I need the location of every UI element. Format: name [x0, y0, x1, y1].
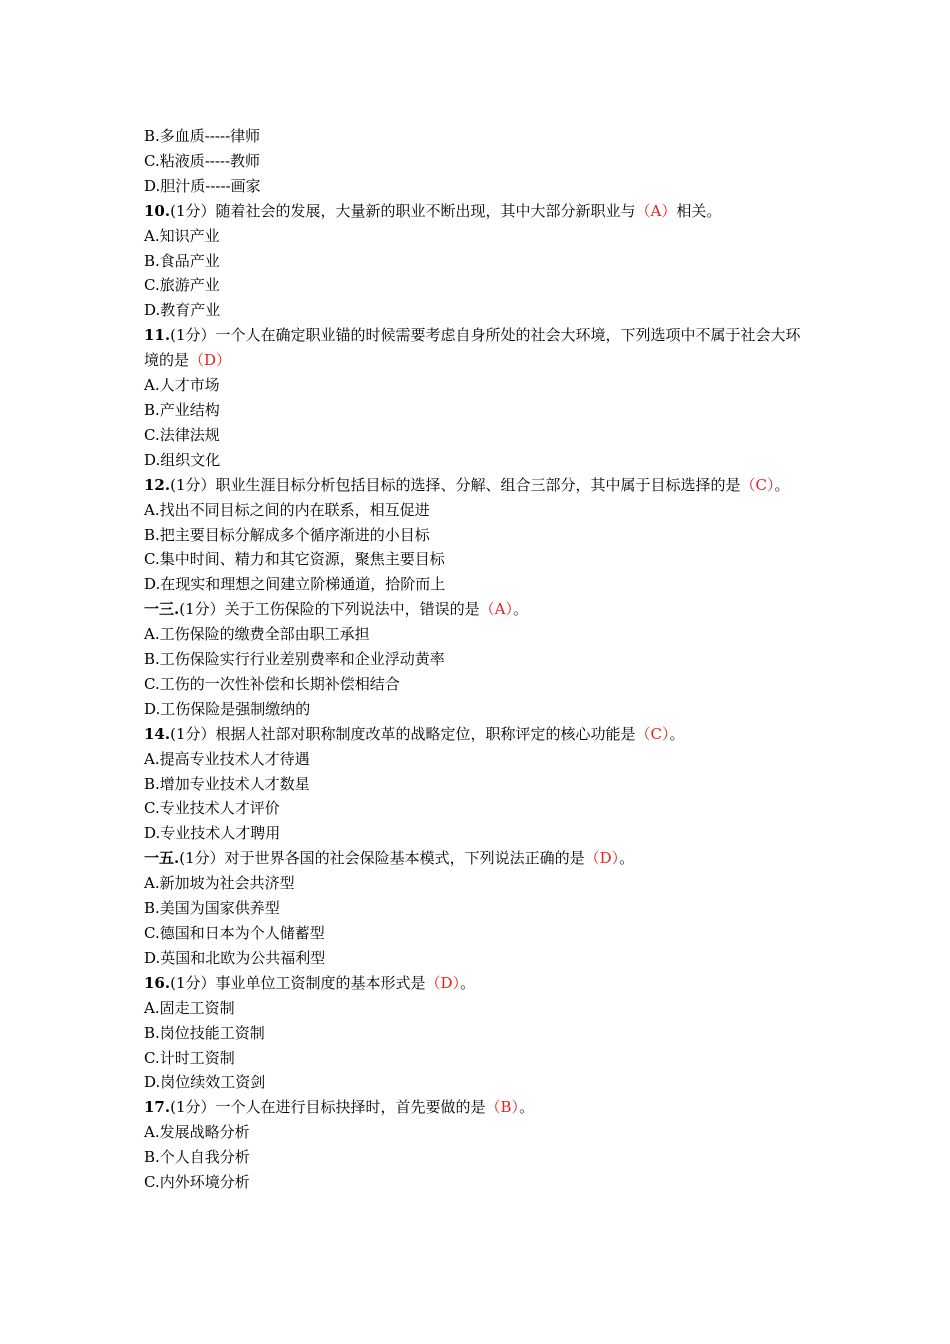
option-line: A.找出不同目标之间的内在联系，相互促进 — [144, 500, 430, 519]
option-line: D.在现实和理想之间建立阶梯通道，拾阶而上 — [144, 575, 446, 594]
answer-key: （B） — [485, 1098, 520, 1117]
question-score: (1分） — [170, 1098, 216, 1117]
question-score: (1分） — [170, 973, 216, 992]
option-line: B.美国为国家供养型 — [144, 899, 280, 918]
option-line: B.个人自我分析 — [144, 1148, 250, 1167]
question-17 — [144, 1095, 814, 1120]
option-line: C.计时工资制 — [144, 1048, 235, 1067]
option-line: D.工伤保险是强制缴纳的 — [144, 699, 311, 718]
option-line: B.多血质-----律师 — [144, 127, 261, 145]
option-line: D.教育产业 — [144, 301, 221, 320]
option-line: B.产业结构 — [144, 400, 220, 419]
question-text: 随着社会的发展，大量新的职业不断出现，其中大部分新职业与 — [215, 201, 636, 220]
option-line: B.工伤保险实行行业差别费率和企业浮动黄率 — [144, 650, 445, 669]
question-score: (1分） — [179, 849, 225, 868]
question-text: 关于工伤保险的下列说法中，错误的是 — [224, 600, 480, 619]
option-line: D.胆汁质-----画家 — [144, 176, 261, 195]
option-line: C.法律法规 — [144, 425, 220, 444]
question-15 — [144, 846, 814, 871]
option-line: C.旅游产业 — [144, 276, 220, 295]
question-number: 11. — [144, 326, 171, 345]
question-16 — [144, 971, 814, 996]
answer-key: （D） — [425, 973, 461, 992]
question-text-end: 。 — [513, 600, 529, 619]
option-line: D.英国和北欧为公共福利型 — [144, 948, 326, 967]
question-text-end: 。 — [519, 1098, 535, 1117]
question-text: 事业单位工资制度的基本形式是 — [215, 973, 426, 992]
option-line: B.食品产业 — [144, 251, 220, 270]
question-number: 12. — [144, 475, 171, 494]
question-text-end: 相关。 — [676, 201, 722, 220]
option-line: C.专业技术人才评价 — [144, 799, 280, 818]
question-text: 一个人在进行目标抉择时，首先要做的是 — [215, 1098, 486, 1117]
answer-key: （A） — [635, 201, 677, 220]
answer-key: （D） — [189, 351, 232, 370]
option-line: D.专业技术人才聘用 — [144, 824, 281, 843]
option-line: C.集中时间、精力和其它资源，聚焦主要目标 — [144, 550, 445, 569]
question-number: 10. — [144, 201, 171, 220]
question-13 — [144, 597, 814, 622]
option-line: D.组织文化 — [144, 450, 221, 469]
document-page — [144, 124, 814, 1195]
question-10 — [144, 199, 814, 224]
question-text-end: 。 — [619, 849, 635, 868]
question-number: 16. — [144, 973, 171, 992]
question-score: (1分） — [170, 475, 216, 494]
option-line: C.工伤的一次性补偿和长期补偿相结合 — [144, 674, 400, 693]
answer-key: （C） — [740, 475, 775, 494]
question-11 — [144, 323, 814, 373]
question-score: (1分） — [170, 724, 216, 743]
option-line: C.德国和日本为个人储蓄型 — [144, 924, 325, 942]
option-line: A.人才市场 — [144, 376, 220, 395]
option-line: B.把主要目标分解成多个循序渐进的小目标 — [144, 525, 430, 544]
question-14 — [144, 722, 814, 747]
option-line: B.增加专业技术人才数星 — [144, 774, 310, 793]
option-line: D.岗位续效工资剑 — [144, 1073, 266, 1092]
question-text-end: 。 — [669, 724, 685, 743]
option-line: B.岗位技能工资制 — [144, 1023, 265, 1042]
question-score: (1分） — [179, 600, 225, 619]
question-number: 14. — [144, 724, 171, 743]
question-text-end: 。 — [774, 475, 790, 494]
answer-key: （A） — [479, 600, 513, 619]
question-score: (1分） — [170, 201, 216, 220]
answer-key: （D） — [584, 849, 620, 868]
option-line: A.工伤保险的缴费全部由职工承担 — [144, 625, 370, 644]
question-12 — [144, 473, 814, 498]
option-line: C.内外环境分析 — [144, 1173, 250, 1192]
option-line: A.固走工资制 — [144, 998, 235, 1017]
question-number: 17. — [144, 1098, 171, 1117]
option-line: A.新加坡为社会共济型 — [144, 874, 295, 893]
question-text: 根据人社部对职称制度改革的战略定位，职称评定的核心功能是 — [215, 724, 636, 743]
option-line: A.发展战略分析 — [144, 1123, 250, 1142]
option-line: A.知识产业 — [144, 226, 220, 245]
question-text: 对于世界各国的社会保险基本模式，下列说法正确的是 — [224, 849, 585, 868]
option-line: C.粘液质-----教师 — [144, 151, 261, 170]
question-text: 职业生涯目标分析包括目标的选择、分解、组合三部分，其中属于目标选择的是 — [215, 475, 741, 494]
question-text: 一个人在确定职业锚的时候需要考虑自身所处的社会大环境，下列选项中不属于社会大环境的是 — [144, 326, 801, 370]
question-text-end: 。 — [460, 973, 476, 992]
question-number: 一五. — [144, 849, 180, 868]
option-line: A.提高专业技术人才待遇 — [144, 749, 310, 768]
question-number: 一三. — [144, 600, 180, 619]
question-score: (1分） — [170, 326, 216, 345]
answer-key: （C） — [635, 724, 670, 743]
